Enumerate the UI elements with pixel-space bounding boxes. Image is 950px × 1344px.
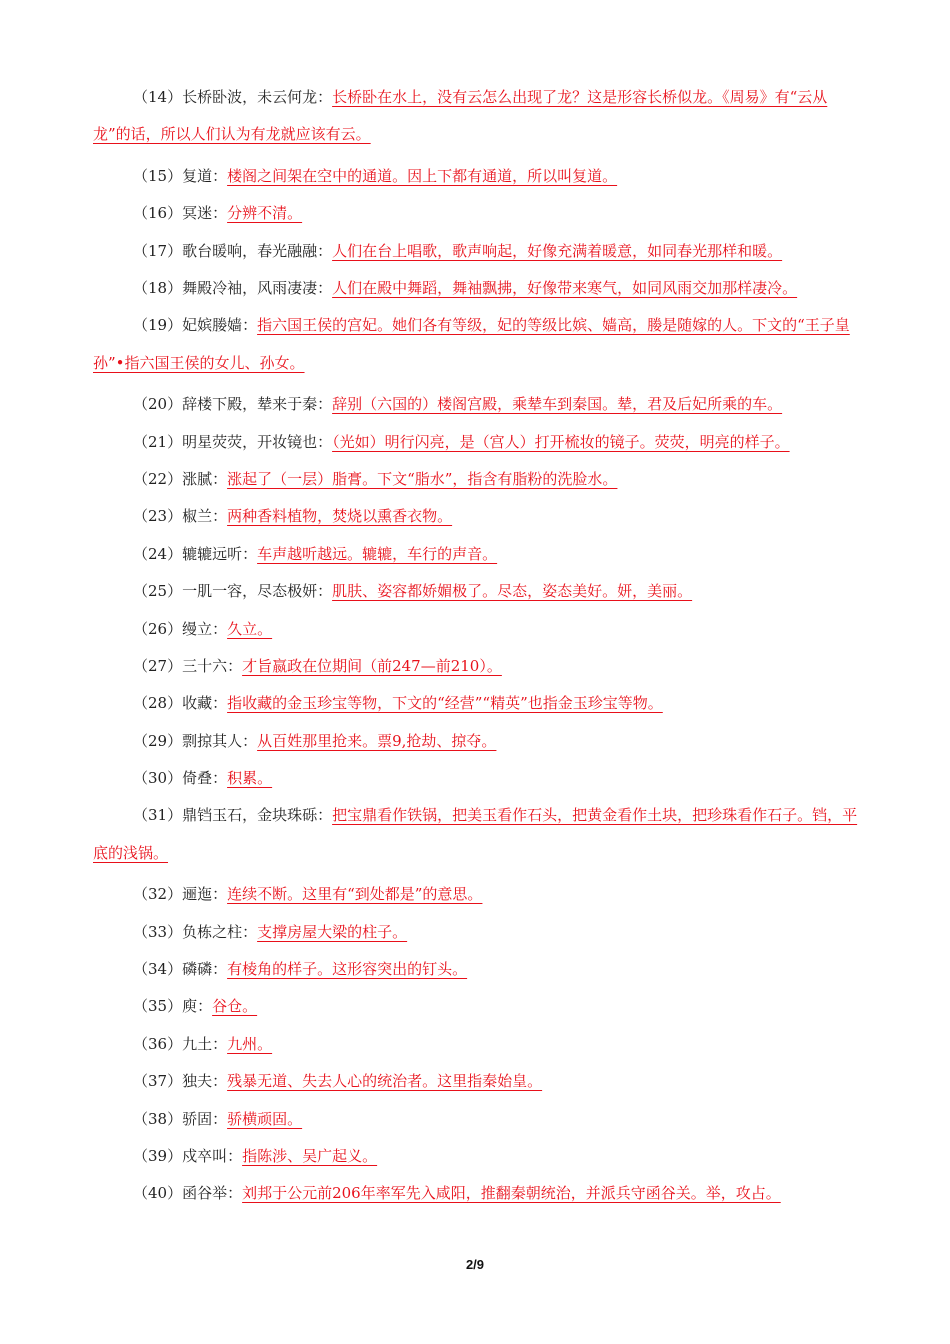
list-item [93, 960, 863, 979]
list-item [93, 1184, 863, 1203]
entry-term: （17）歌台暖响，春光融融： [133, 241, 333, 260]
entry-term: （32）逦迤： [133, 885, 228, 904]
list-item [93, 1147, 863, 1166]
entry-term: （22）涨腻： [133, 469, 228, 488]
entry-term: （14）长桥卧波，未云何龙： [133, 88, 333, 106]
entry-term: （37）独夫： [133, 1072, 228, 1091]
entry-term: （28）收藏： [133, 694, 228, 713]
list-item [93, 433, 863, 452]
list-item [93, 204, 863, 223]
entry-gloss: 支撑房屋大梁的柱子。 [257, 922, 408, 941]
entry-gloss: 两种香料植物，焚烧以熏香衣物。 [227, 507, 453, 526]
entry-gloss: 指陈涉、吴广起义。 [242, 1147, 378, 1166]
entry-term: （29）剽掠其人： [133, 731, 258, 750]
entry-gloss: 人们在殿中舞蹈，舞袖飘拂，好像带来寒气，如同风雨交加那样凄冷。 [332, 278, 798, 297]
list-item [93, 657, 863, 676]
entry-gloss: 久立。 [227, 619, 273, 638]
entry-term: （35）庾： [133, 997, 213, 1016]
entry-gloss: 指六国王侯的宫妃。她们各有等级，妃的等级比嫔、嫱高，媵是随嫁的人。下文的“王子皇孙”•指六国王侯的女儿、孙女。 [93, 316, 850, 372]
list-item [93, 620, 863, 639]
list-item [93, 470, 863, 489]
entry-gloss: 人们在台上唱歌，歌声响起，好像充满着暖意，如同春光那样和暖。 [332, 241, 783, 260]
entry-gloss: 九州。 [227, 1034, 273, 1053]
list-item [93, 694, 863, 713]
entry-term: （24）辘辘远听： [133, 544, 258, 563]
annotation-list [93, 88, 863, 1222]
entry-gloss: 连续不断。这里有“到处都是”的意思。 [227, 885, 483, 904]
entry-term: （33）负栋之柱： [133, 922, 258, 941]
list-item [93, 732, 863, 751]
entry-gloss: 残暴无道、失去人心的统治者。这里指秦始皇。 [227, 1072, 543, 1091]
list-item [93, 79, 863, 154]
entry-gloss: 指收藏的金玉珍宝等物，下文的“经营”“精英”也指金玉珍宝等物。 [227, 694, 663, 713]
entry-term: （34）磷磷： [133, 960, 228, 979]
entry-term: （25）一肌一容，尽态极妍： [133, 582, 333, 601]
entry-gloss: 积累。 [227, 769, 273, 788]
list-item [93, 1110, 863, 1129]
entry-gloss: 从百姓那里抢来。票9,抢劫、掠夺。 [257, 731, 497, 750]
list-item [93, 507, 863, 526]
entry-gloss: 肌肤、姿容都娇媚极了。尽态，姿态美好。妍，美丽。 [332, 582, 693, 601]
entry-term: （30）倚叠： [133, 769, 228, 788]
list-item [93, 545, 863, 564]
list-item [93, 307, 863, 382]
entry-gloss: 涨起了（一层）脂膏。下文“脂水”，指含有脂粉的洗脸水。 [227, 469, 618, 488]
entry-gloss: 长桥卧在水上，没有云怎么出现了龙？这是形容长桥似龙。《周易》有“云从龙”的话，所以人们认为有龙就应该有云。 [93, 88, 828, 144]
entry-term: （18）舞殿冷袖，风雨凄凄： [133, 278, 333, 297]
entry-gloss: 分辨不清。 [227, 204, 303, 223]
entry-term: （23）椒兰： [133, 507, 228, 526]
entry-gloss: 谷仓。 [212, 997, 258, 1016]
list-item [93, 797, 863, 872]
entry-gloss: 辞别（六国的）楼阁宫殿，乘辇车到秦国。辇，君及后妃所乘的车。 [332, 395, 783, 414]
list-item [93, 279, 863, 298]
entry-gloss: 楼阁之间架在空中的通道。因上下都有通道，所以叫复道。 [227, 166, 618, 185]
page-number: 2/9 [465, 1257, 485, 1272]
entry-gloss: 有棱角的样子。这形容突出的钉头。 [227, 960, 468, 979]
list-item [93, 923, 863, 942]
entry-gloss: 车声越听越远。辘辘，车行的声音。 [257, 544, 498, 563]
entry-gloss: 把宝鼎看作铁锅，把美玉看作石头，把黄金看作土块，把珍珠看作石子。铛，平底的浅锅。 [93, 806, 858, 862]
entry-term: （38）骄固： [133, 1109, 228, 1128]
entry-term: （26）缦立： [133, 619, 228, 638]
entry-term: （40）函谷举： [133, 1184, 243, 1203]
entry-term: （27）三十六： [133, 656, 243, 675]
entry-term: （39）戍卒叫： [133, 1147, 243, 1166]
entry-term: （21）明星荧荧，开妆镜也： [133, 432, 333, 451]
list-item [93, 997, 863, 1016]
entry-gloss: 骄横顽固。 [227, 1109, 303, 1128]
entry-term: （16）冥迷： [133, 204, 228, 223]
entry-term: （31）鼎铛玉石，金块珠砾： [133, 806, 333, 825]
list-item [93, 1035, 863, 1054]
entry-term: （19）妃嫔媵嫱： [133, 316, 258, 335]
entry-gloss: 刘邦于公元前206年率军先入咸阳，推翻秦朝统治，并派兵守函谷关。举，攻占。 [242, 1184, 781, 1203]
entry-gloss: （光如）明行闪亮，是（宫人）打开梳妆的镜子。荧荧，明亮的样子。 [332, 432, 790, 451]
list-item [93, 167, 863, 186]
list-item [93, 395, 863, 414]
entry-term: （20）辞楼下殿，辇来于秦： [133, 395, 333, 414]
list-item [93, 769, 863, 788]
list-item [93, 1072, 863, 1091]
list-item [93, 582, 863, 601]
entry-term: （15）复道： [133, 166, 228, 185]
entry-gloss: 才旨嬴政在位期间（前247—前210）。 [242, 656, 502, 675]
entry-term: （36）九土： [133, 1034, 228, 1053]
list-item [93, 885, 863, 904]
list-item [93, 242, 863, 261]
